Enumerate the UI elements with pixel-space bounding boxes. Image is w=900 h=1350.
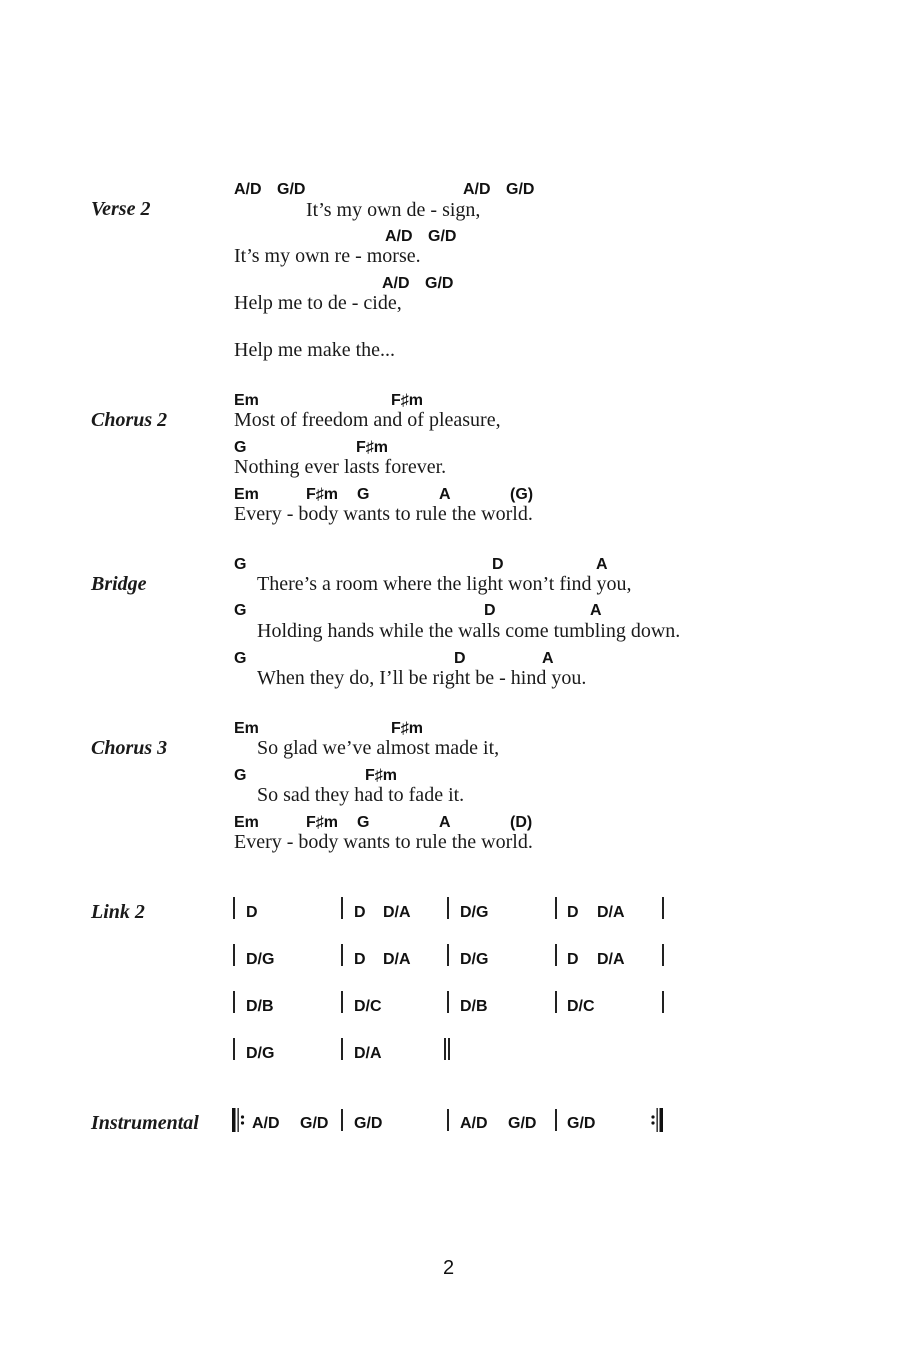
chord: G/D: [277, 181, 306, 198]
lyric-line: Every - body wants to rule the world.: [234, 503, 533, 525]
chord: A: [590, 602, 602, 619]
chord: G: [234, 439, 247, 456]
chord: F♯m: [306, 814, 338, 831]
bar-line: [447, 1109, 449, 1131]
section-label-instrumental: Instrumental: [91, 1112, 199, 1134]
chord: Em: [234, 486, 259, 503]
chord: F♯m: [391, 720, 423, 737]
bar-line: [662, 991, 664, 1013]
bar-line: [233, 897, 235, 919]
bar-line: [233, 1038, 235, 1060]
chord: G: [234, 650, 247, 667]
bar-line: [233, 991, 235, 1013]
chord: D/A: [597, 904, 625, 921]
chord: Em: [234, 720, 259, 737]
chord: G/D: [428, 228, 457, 245]
double-bar-line: [444, 1038, 446, 1060]
chord: D: [492, 556, 504, 573]
bar-line: [447, 897, 449, 919]
chord: (D): [510, 814, 533, 831]
lyric-line: So sad they had to fade it.: [257, 784, 465, 806]
chord: D: [354, 951, 366, 968]
chord: G/D: [567, 1115, 596, 1132]
lyric-line: Holding hands while the walls come tumbling down.: [257, 620, 681, 642]
chord: A/D: [385, 228, 413, 245]
chord: G: [357, 814, 370, 831]
chord: G/D: [506, 181, 535, 198]
repeat-start-icon: [232, 1108, 246, 1132]
bar-line: [447, 944, 449, 966]
bar-line: [341, 1109, 343, 1131]
chord: G/D: [508, 1115, 537, 1132]
chord: A/D: [234, 181, 262, 198]
lyric-line: Nothing ever lasts forever.: [234, 456, 447, 478]
bar-line: [662, 897, 664, 919]
lyric-line: So glad we’ve almost made it,: [257, 737, 500, 759]
page-number: 2: [443, 1257, 455, 1279]
lyric-line: It’s my own de - sign,: [306, 199, 481, 221]
chord: A: [439, 486, 451, 503]
chord: F♯m: [306, 486, 338, 503]
chord: D: [484, 602, 496, 619]
chord: D: [567, 904, 579, 921]
bar-line: [233, 944, 235, 966]
chord: D/C: [354, 998, 382, 1015]
chord: D/A: [597, 951, 625, 968]
bar-line: [341, 1038, 343, 1060]
section-label-chorus-3: Chorus 3: [91, 737, 168, 759]
chord: D/G: [246, 951, 275, 968]
bar-line: [447, 991, 449, 1013]
chord: (G): [510, 486, 534, 503]
section-label-verse-2: Verse 2: [91, 198, 151, 220]
chord: A: [596, 556, 608, 573]
chord: D: [567, 951, 579, 968]
bar-line: [555, 1109, 557, 1131]
chord: D: [354, 904, 366, 921]
chord: A/D: [460, 1115, 488, 1132]
chord: D/B: [460, 998, 488, 1015]
bar-line: [341, 897, 343, 919]
chord: G/D: [354, 1115, 383, 1132]
lyric-line: Help me make the...: [234, 339, 396, 361]
chord: A: [542, 650, 554, 667]
chord: G: [234, 556, 247, 573]
chord: Em: [234, 814, 259, 831]
chord: G: [234, 602, 247, 619]
lyric-line: Help me to de - cide,: [234, 292, 402, 314]
lyric-line: When they do, I’ll be right be - hind you.: [257, 667, 587, 689]
section-label-bridge: Bridge: [91, 573, 147, 595]
chord: F♯m: [356, 439, 388, 456]
chord: Em: [234, 392, 259, 409]
chord: A/D: [382, 275, 410, 292]
lyric-line: It’s my own re - morse.: [234, 245, 421, 267]
bar-line: [341, 991, 343, 1013]
chord: G/D: [425, 275, 454, 292]
chord: G: [357, 486, 370, 503]
chord: F♯m: [391, 392, 423, 409]
chord: D/G: [246, 1045, 275, 1062]
bar-line: [555, 897, 557, 919]
chord: G: [234, 767, 247, 784]
lyric-line: Most of freedom and of pleasure,: [234, 409, 501, 431]
chord: A/D: [463, 181, 491, 198]
repeat-end-icon: [650, 1108, 664, 1132]
chord: D/G: [460, 904, 489, 921]
chord: D/A: [383, 951, 411, 968]
chord: D: [246, 904, 258, 921]
bar-line: [662, 944, 664, 966]
chord: D/G: [460, 951, 489, 968]
chord: D: [454, 650, 466, 667]
chord: A: [439, 814, 451, 831]
lyric-line: There’s a room where the light won’t find you,: [257, 573, 632, 595]
section-label-chorus-2: Chorus 2: [91, 409, 168, 431]
chord: D/A: [354, 1045, 382, 1062]
double-bar-line: [448, 1038, 450, 1060]
lyric-line: Every - body wants to rule the world.: [234, 831, 533, 853]
chord: G/D: [300, 1115, 329, 1132]
chord: F♯m: [365, 767, 397, 784]
section-label-link-2: Link 2: [91, 901, 145, 923]
chord: D/B: [246, 998, 274, 1015]
bar-line: [341, 944, 343, 966]
chord: D/A: [383, 904, 411, 921]
bar-line: [555, 991, 557, 1013]
bar-line: [555, 944, 557, 966]
chord: A/D: [252, 1115, 280, 1132]
chord: D/C: [567, 998, 595, 1015]
